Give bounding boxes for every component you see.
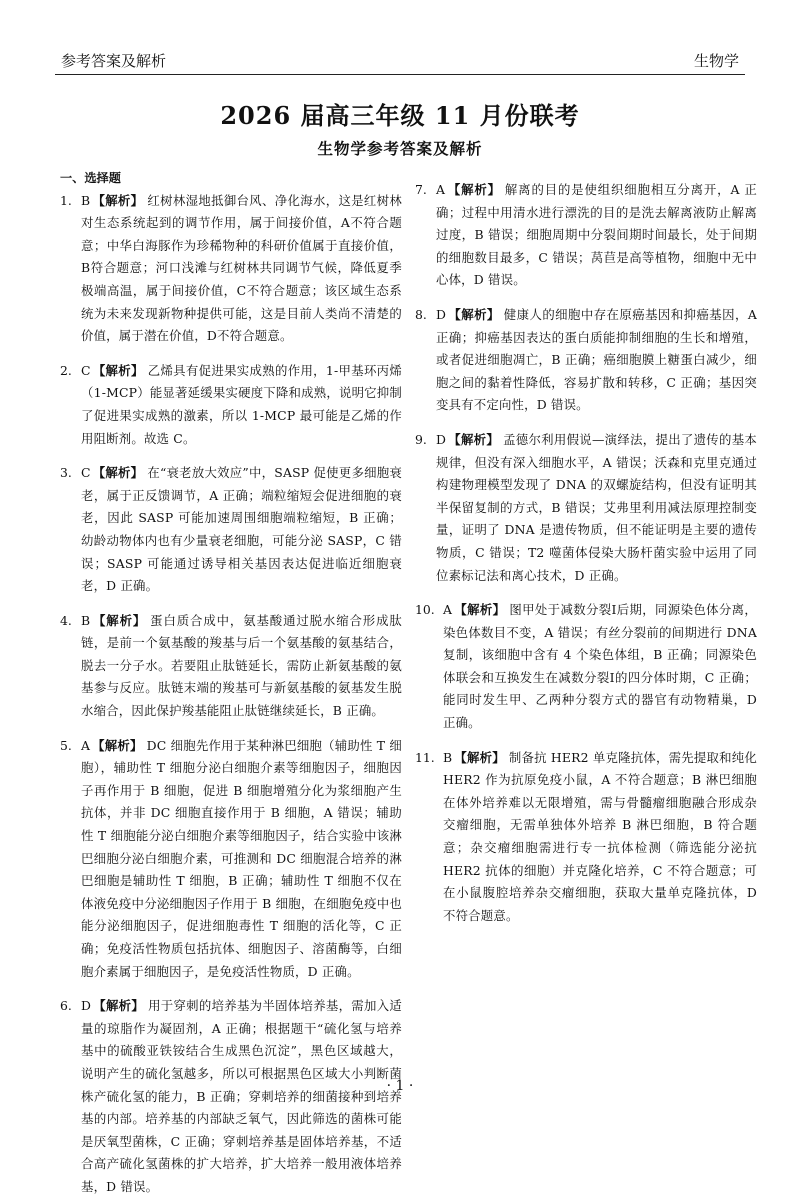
page-subtitle: 生物学参考答案及解析 — [317, 140, 483, 158]
item-text — [81, 360, 402, 450]
item-text — [436, 429, 757, 587]
section-heading: 一、选择题 — [60, 171, 121, 185]
item-number: 10. — [415, 602, 435, 618]
answer-item-3 — [60, 462, 402, 598]
analysis-tag: 【解析】 — [93, 998, 145, 1014]
answer-item-7 — [415, 179, 757, 292]
page-title: 2026 届高三年级 11 月份联考 — [220, 101, 580, 130]
item-text — [436, 304, 757, 417]
item-number: 5. — [60, 737, 72, 753]
analysis-tag: 【解析】 — [92, 362, 144, 378]
answer-item-4 — [60, 610, 402, 723]
item-number: 4. — [60, 612, 72, 628]
left-column — [60, 167, 402, 1199]
item-answer: C — [81, 465, 91, 481]
page-number: · 1 · — [386, 1078, 414, 1094]
header-left-text: 参考答案及解析 — [61, 52, 167, 70]
answer-item-5 — [60, 735, 402, 984]
item-number: 8. — [415, 306, 427, 322]
answer-item-9 — [415, 429, 757, 587]
analysis-tag: 【解析】 — [92, 737, 143, 753]
item-explanation: 红树林湿地抵御台风、净化海水，这是红树林对生态系统起到的调节作用，属于间接价值，A不符合题意；中华白海豚作为珍稀物种的科研价值属于直接价值，B符合题意；河口浅滩与红树林共同调节气候，降低夏季极端高温，属于间接价值，C不符合题意；该区域生态系统为未来发现新物种提供可能，这是目前人类尚不清楚的价值，属于潜在价值，D不符合题意。 — [81, 192, 402, 344]
answer-item-1 — [60, 190, 402, 348]
page-header — [55, 48, 745, 75]
analysis-tag: 【解析】 — [454, 749, 505, 765]
item-text — [436, 179, 757, 292]
item-text — [81, 610, 402, 723]
item-number: 6. — [60, 998, 72, 1014]
item-explanation: 孟德尔利用假说—演绎法，提出了遗传的基本规律，但没有深入细胞水平，A 错误；沃森和克里克通过构建物理模型发现了 DNA 的双螺旋结构，但没有证明其半保留复制的方式，B 错误；艾弗里利用减法原理控制变量，证明了 DNA 是遗传物质，但不能证明是主要的遗传物质，C 错误；T2 噬菌体侵染大肠杆菌实验中运用了同位素标记法和离心技术，D 正确。 — [436, 431, 757, 583]
item-explanation: 解离的目的是使组织细胞相互分离开，A 正确；过程中用清水进行漂洗的目的是洗去解离液防止解离过度，B 错误；细胞周期中分裂间期时间最长，处于间期的细胞数目最多，C 错误；莴苣是高等植物，细胞中无中心体，D 错误。 — [436, 182, 757, 288]
item-answer: D — [436, 431, 447, 447]
item-explanation: 健康人的细胞中存在原癌基因和抑癌基因，A 正确；抑癌基因表达的蛋白质能抑制细胞的生长和增殖，或者促进细胞凋亡，B 正确；癌细胞膜上糖蛋白减少，细胞之间的黏着性降低，容易扩散和转移，C 正确；基因突变具有不定向性，D 错误。 — [436, 306, 757, 413]
item-explanation: DC 细胞先作用于某种淋巴细胞（辅助性 T 细胞），辅助性 T 细胞分泌白细胞介素等细胞因子，细胞因子再作用于 B 细胞，促进 B 细胞增殖分化为浆细胞产生抗体，并非 DC 细胞直接作用于 B 细胞，A 错误；辅助性 T 细胞能分泌白细胞介素等细胞因子，结合实验中该淋巴细胞分泌白细胞介素，可推测和 DC 细胞混合培养的淋巴细胞是辅助性 T 细胞，B 正确；辅助性 T 细胞不仅在体液免疫中分泌细胞因子作用于 B 细胞，在细胞免疫中也能分泌细胞因子，促进细胞毒性 T 细胞的活化等，C 正确；免疫活性物质包括抗体、细胞因子、溶菌酶等，白细胞介素属于细胞因子，是免疫活性物质，D 正确。 — [81, 737, 402, 979]
analysis-tag: 【解析】 — [447, 182, 501, 197]
answer-item-8 — [415, 304, 757, 417]
item-answer: A — [436, 182, 446, 197]
item-text — [81, 995, 402, 1198]
item-number: 1. — [60, 192, 72, 208]
item-number: 2. — [60, 362, 72, 378]
item-answer: B — [81, 612, 91, 628]
analysis-tag: 【解析】 — [92, 465, 144, 481]
item-text — [443, 747, 757, 928]
analysis-tag: 【解析】 — [92, 192, 144, 208]
answer-item-11 — [415, 747, 757, 928]
item-number: 11. — [415, 749, 435, 765]
answer-item-2 — [60, 360, 402, 450]
item-answer: A — [443, 602, 453, 618]
item-text — [81, 735, 402, 984]
item-number: 3. — [60, 465, 72, 481]
item-answer: A — [81, 737, 91, 753]
item-answer: B — [443, 749, 453, 765]
item-explanation: 乙烯具有促进果实成熟的作用，1-甲基环丙烯（1-MCP）能显著延缓果实硬度下降和成熟，说明它抑制了促进果实成熟的激素，所以 1-MCP 最可能是乙烯的作用阻断剂。故选 C。 — [81, 362, 402, 446]
answer-item-6 — [60, 995, 402, 1198]
item-text — [81, 190, 402, 348]
item-text — [81, 462, 402, 598]
item-answer: D — [81, 998, 92, 1014]
item-explanation: 蛋白质合成中，氨基酸通过脱水缩合形成肽链，是前一个氨基酸的羧基与后一个氨基酸的氨基结合，脱去一分子水。若要阻止肽链延长，需防止新氨基酸的氨基参与反应。肽链末端的羧基可与新氨基酸的氨基发生脱水缩合，因此保护羧基能阻止肽链继续延长，B 正确。 — [81, 612, 402, 719]
item-text — [443, 599, 757, 735]
item-explanation: 在“衰老放大效应”中，SASP 促使更多细胞衰老，属于正反馈调节，A 正确；端粒缩短会促进细胞的衰老，因此 SASP 可能加速周围细胞端粒缩短，B 正确；幼龄动物体内也有少量衰老细胞，可能分泌 SASP，C 错误；SASP 可能通过诱导相关基因表达促进临近细胞衰老，D 正确。 — [81, 465, 402, 594]
header-right-text: 生物学 — [693, 52, 739, 70]
item-answer: B — [81, 192, 91, 208]
item-explanation: 图甲处于减数分裂Ⅰ后期，同源染色体分离，染色体数目不变，A 错误；有丝分裂前的间期进行 DNA 复制，该细胞中含有 4 个染色体组，B 正确；同源染色体联会和互换发生在减数分裂Ⅰ的四分体时期，C 正确；能同时发生甲、乙两种分裂方式的器官有动物精巢，D 正确。 — [443, 602, 757, 731]
analysis-tag: 【解析】 — [454, 602, 506, 618]
right-column — [415, 167, 757, 927]
analysis-tag: 【解析】 — [448, 431, 500, 447]
analysis-tag: 【解析】 — [92, 612, 147, 628]
item-explanation: 制备抗 HER2 单克隆抗体，需先提取和纯化 HER2 作为抗原免疫小鼠，A 不符合题意；B 淋巴细胞在体外培养难以无限增殖，需与骨髓瘤细胞融合形成杂交瘤细胞，无需单独体外培养 B 淋巴细胞，B 符合题意；杂交瘤细胞需进行专一抗体检测（筛选能分泌抗 HER2 抗体的细胞）并克隆化培养，C 不符合题意；可在小鼠腹腔培养杂交瘤细胞，获取大量单克隆抗体，D 不符合题意。 — [443, 749, 757, 923]
item-number: 7. — [415, 182, 427, 197]
item-answer: D — [436, 306, 447, 322]
item-explanation: 用于穿刺的培养基为半固体培养基，需加入适量的琼脂作为凝固剂，A 正确；根据题干“硫化氢与培养基中的硫酸亚铁铵结合生成黑色沉淀”，黑色区域越大，说明产生的硫化氢越多，所以可根据黑色区域大小判断菌株产硫化氢的能力，B 正确；穿刺培养的细菌接种到培养基的内部。培养基的内部缺乏氧气，因此筛选的菌株可能是厌氧型菌株，C 正确；穿刺培养基是固体培养基，不适合高产硫化氢菌株的扩大培养，扩大培养一般用液体培养基，D 错误。 — [81, 998, 402, 1194]
analysis-tag: 【解析】 — [448, 306, 500, 322]
answer-item-10 — [415, 599, 757, 735]
item-number: 9. — [415, 431, 427, 447]
item-answer: C — [81, 362, 91, 378]
